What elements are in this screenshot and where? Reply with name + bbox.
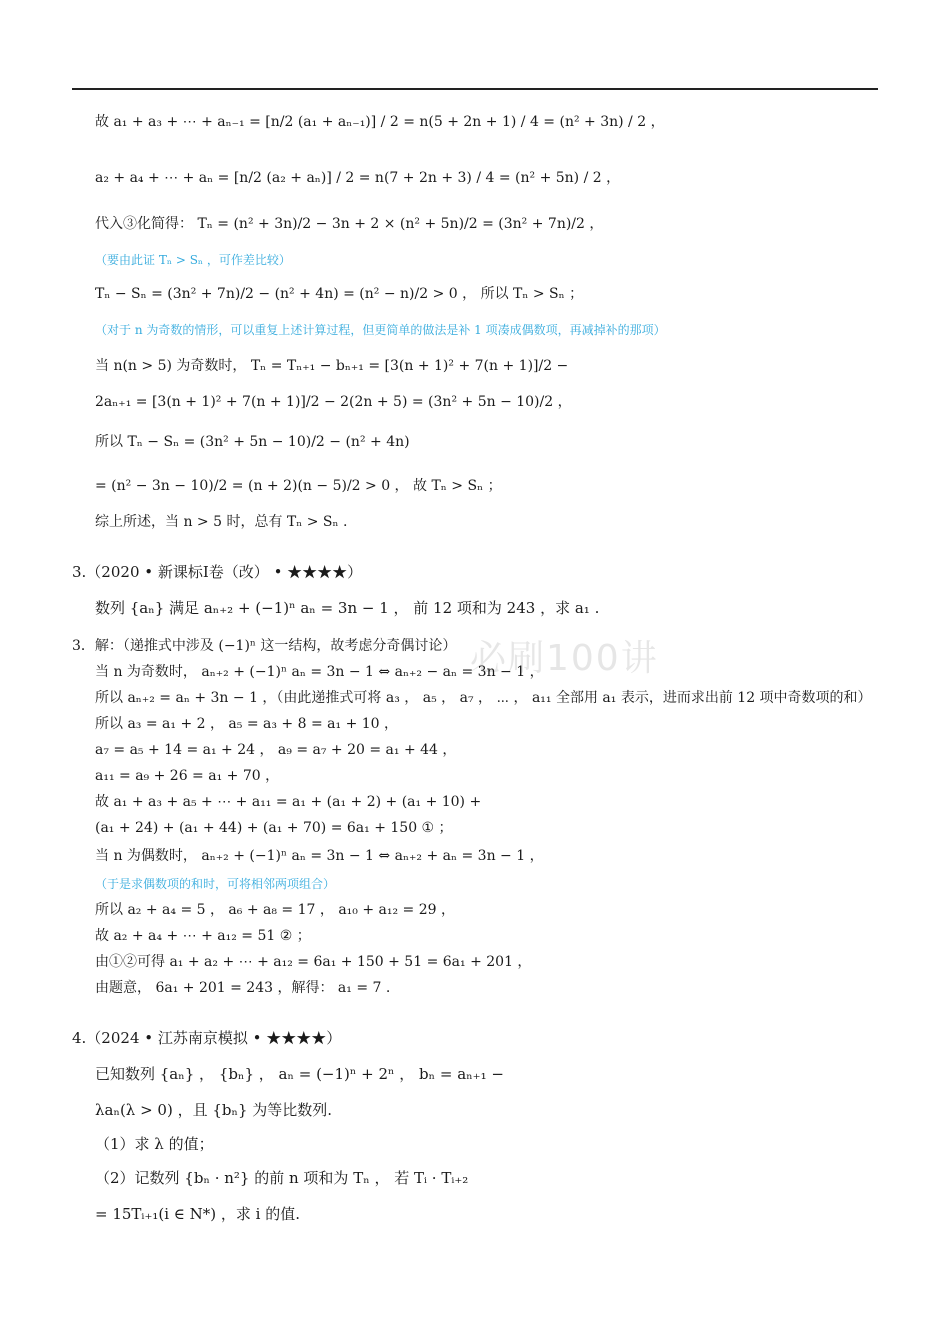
solution-line: 所以 Tₙ − Sₙ = (3n² + 5n − 10)/2 − (n² + 4n): [95, 434, 410, 450]
solution-line: 3．解：（递推式中涉及 (−1)ⁿ 这一结构，故考虑分奇偶讨论）: [72, 638, 457, 654]
question-line: 3.（2020 • 新课标Ⅰ卷（改） • ★★★★）: [72, 563, 363, 581]
question-line: 数列 {aₙ} 满足 aₙ₊₂ + (−1)ⁿ aₙ = 3n − 1 ， 前 12 项和为 243 ，求 a₁ .: [95, 599, 600, 617]
solution-line: 2aₙ₊₁ = [3(n + 1)² + 7(n + 1)]/2 − 2(2n + 5) = (3n² + 5n − 10)/2 ，: [95, 394, 572, 410]
header-rule: [72, 88, 878, 90]
annotation-line: （于是求偶数项的和时，可将相邻两项组合）: [95, 877, 336, 891]
solution-line: a₂ + a₄ + ⋯ + aₙ = [n/2 (a₂ + aₙ)] / 2 = n(7 + 2n + 3) / 4 = (n² + 5n) / 2 ，: [95, 170, 621, 186]
solution-line: 故 a₂ + a₄ + ⋯ + a₁₂ = 51 ② ；: [95, 928, 311, 944]
solution-line: 由题意， 6a₁ + 201 = 243 ，解得： a₁ = 7 .: [95, 980, 391, 996]
question-line: （1）求 λ 的值；: [95, 1135, 214, 1153]
question-line: （2）记数列 {bₙ · n²} 的前 n 项和为 Tₙ ， 若 Tᵢ · Tᵢ₊₂: [95, 1169, 469, 1187]
solution-line: a₁₁ = a₉ + 26 = a₁ + 70 ，: [95, 768, 280, 784]
question-line: λaₙ(λ > 0) ，且 {bₙ} 为等比数列.: [95, 1101, 333, 1119]
question-line: 已知数列 {aₙ} ， {bₙ} ， aₙ = (−1)ⁿ + 2ⁿ ， bₙ = aₙ₊₁ −: [95, 1065, 504, 1083]
solution-line: Tₙ − Sₙ = (3n² + 7n)/2 − (n² + 4n) = (n² − n)/2 > 0 ， 所以 Tₙ > Sₙ ；: [95, 286, 584, 302]
question-line: 4.（2024 • 江苏南京模拟 • ★★★★）: [72, 1029, 342, 1047]
question-line: = 15Tᵢ₊₁(i ∈ N*) ，求 i 的值.: [95, 1205, 301, 1223]
solution-line: (a₁ + 24) + (a₁ + 44) + (a₁ + 70) = 6a₁ + 150 ① ；: [95, 820, 453, 836]
solution-line: 代入③化简得： Tₙ = (n² + 3n)/2 − 3n + 2 × (n² + 5n)/2 = (3n² + 7n)/2 ，: [95, 216, 604, 232]
solution-line: 故 a₁ + a₃ + ⋯ + aₙ₋₁ = [n/2 (a₁ + aₙ₋₁)] / 2 = n(5 + 2n + 1) / 4 = (n² + 3n) / 2 ，: [95, 114, 665, 130]
watermark: 必刷100讲: [470, 638, 659, 679]
annotation-line: （要由此证 Tₙ > Sₙ ，可作差比较）: [95, 253, 291, 267]
annotation-line: （对于 n 为奇数的情形，可以重复上述计算过程，但更简单的做法是补 1 项凑成偶数项，再减掉补的那项）: [95, 323, 666, 337]
solution-line: a₇ = a₅ + 14 = a₁ + 24 ， a₉ = a₇ + 20 = a₁ + 44 ，: [95, 742, 457, 758]
solution-line: 故 a₁ + a₃ + a₅ + ⋯ + a₁₁ = a₁ + (a₁ + 2) + (a₁ + 10) +: [95, 794, 482, 810]
solution-line: 所以 a₂ + a₄ = 5 ， a₆ + a₈ = 17 ， a₁₀ + a₁₂ = 29 ，: [95, 902, 456, 918]
solution-line: 综上所述，当 n > 5 时，总有 Tₙ > Sₙ .: [95, 514, 348, 530]
solution-line: 所以 aₙ₊₂ = aₙ + 3n − 1 ，（由此递推式可将 a₃ ， a₅ ， a₇ ， ⋯ ， a₁₁ 全部用 a₁ 表示，进而求出前 12 项中奇数项的和）: [95, 690, 872, 706]
solution-line: 由①②可得 a₁ + a₂ + ⋯ + a₁₂ = 6a₁ + 150 + 51 = 6a₁ + 201 ，: [95, 954, 532, 970]
solution-line: 当 n(n > 5) 为奇数时， Tₙ = Tₙ₊₁ − bₙ₊₁ = [3(n + 1)² + 7(n + 1)]/2 −: [95, 358, 569, 374]
solution-line: 当 n 为偶数时， aₙ₊₂ + (−1)ⁿ aₙ = 3n − 1 ⇔ aₙ₊₂ + aₙ = 3n − 1 ，: [95, 848, 544, 864]
solution-line: = (n² − 3n − 10)/2 = (n + 2)(n − 5)/2 > 0 ， 故 Tₙ > Sₙ ；: [95, 478, 502, 494]
solution-line: 所以 a₃ = a₁ + 2 ， a₅ = a₃ + 8 = a₁ + 10 ，: [95, 716, 399, 732]
solution-line: 当 n 为奇数时， aₙ₊₂ + (−1)ⁿ aₙ = 3n − 1 ⇔ aₙ₊₂ − aₙ = 3n − 1 ，: [95, 664, 544, 680]
